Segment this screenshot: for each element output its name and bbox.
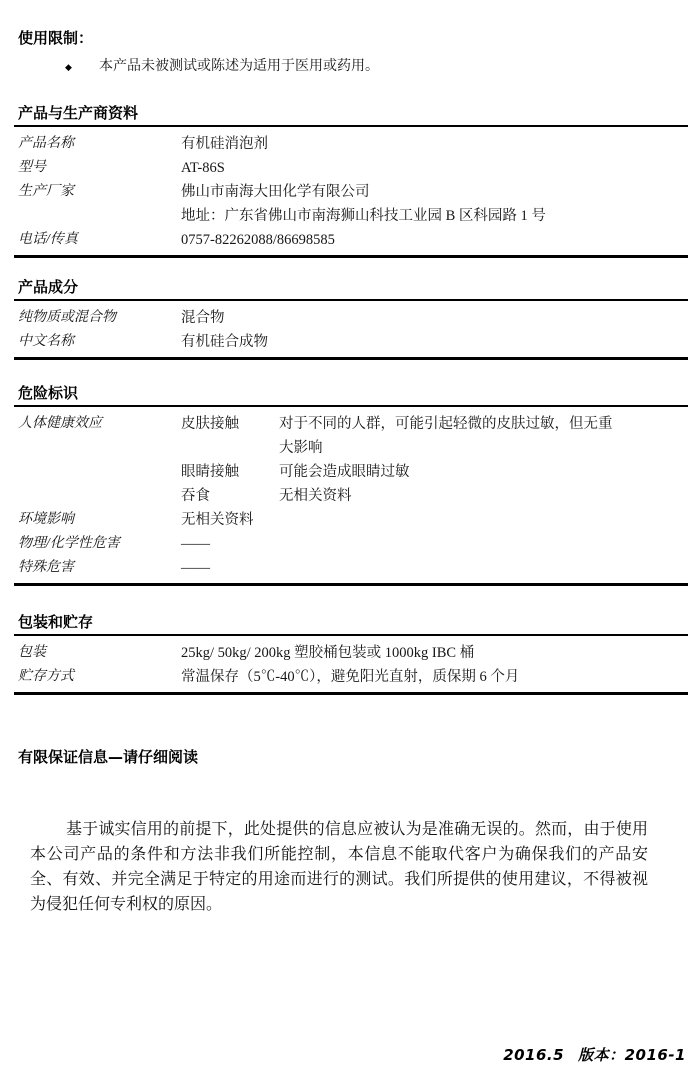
table-row <box>18 228 688 252</box>
row-value <box>279 532 637 556</box>
table-row <box>18 330 688 354</box>
row-subcategory: 吞食 <box>181 488 210 504</box>
table-row <box>18 665 688 689</box>
row-label: 贮存方式 <box>18 669 74 684</box>
table-row <box>18 556 688 580</box>
product-info-table <box>14 127 688 258</box>
row-label: 纯物质或混合物 <box>18 310 116 325</box>
row-value: 0757-82262088/86698585 <box>181 232 335 248</box>
product-info-heading: 产品与生产商资料 <box>14 104 688 127</box>
row-label: 中文名称 <box>18 334 74 349</box>
table-row <box>18 180 688 204</box>
row-value: 有机硅合成物 <box>181 334 268 350</box>
table-row <box>18 204 688 228</box>
usage-restriction-item <box>14 57 688 77</box>
row-value <box>279 508 637 532</box>
hazard-heading: 危险标识 <box>14 384 688 407</box>
footer-version-label: 版本：2016-1 <box>578 1046 686 1064</box>
row-label: 生产厂家 <box>18 184 74 199</box>
packaging-table <box>14 636 688 695</box>
row-label: 特殊危害 <box>18 560 74 575</box>
row-value: AT-86S <box>181 160 225 176</box>
row-label: 人体健康效应 <box>18 416 102 431</box>
warranty-paragraph: 基于诚实信用的前提下，此处提供的信息应被认为是准确无误的。然而，由于使用本公司产品的条件和方法非我们所能控制，本信息不能取代客户为确保我们的产品安全、有效、并完全满足于特定的用途而进行的测试。我们所提供的使用建议，不得被视为侵犯任何专利权的原因。 <box>30 821 648 913</box>
row-value: 可能会造成眼睛过敏 <box>279 464 410 480</box>
section-composition <box>14 278 688 360</box>
composition-heading: 产品成分 <box>14 278 688 301</box>
row-value <box>279 556 637 580</box>
hazard-table <box>14 407 688 586</box>
row-value: 地址：广东省佛山市南海狮山科技工业园 B 区科园路 1 号 <box>181 208 546 224</box>
row-label: 包装 <box>18 645 46 660</box>
row-label <box>18 460 181 484</box>
row-label: 环境影响 <box>18 512 74 527</box>
row-subcategory: 无相关资料 <box>181 512 254 528</box>
row-value: 对于不同的人群，可能引起轻微的皮肤过敏，但无重大影响 <box>279 416 613 456</box>
row-subcategory: 皮肤接触 <box>181 416 239 432</box>
row-subcategory: —— <box>181 560 210 576</box>
diamond-bullet-icon: ◆ <box>65 62 72 72</box>
row-value: 有机硅消泡剂 <box>181 136 268 152</box>
table-row <box>18 484 688 508</box>
row-value: 25kg/ 50kg/ 200kg 塑胶桶包装或 1000kg IBC 桶 <box>181 645 475 661</box>
row-label: 产品名称 <box>18 136 74 151</box>
row-label <box>18 484 181 508</box>
section-packaging-storage <box>14 613 688 695</box>
table-row <box>18 508 688 532</box>
row-value: 混合物 <box>181 310 225 326</box>
row-value: 常温保存（5℃-40℃），避免阳光直射，质保期 6 个月 <box>181 669 520 685</box>
usage-restriction-heading: 使用限制： <box>18 29 94 47</box>
packaging-heading: 包装和贮存 <box>14 613 688 636</box>
table-row <box>18 641 688 665</box>
section-product-info <box>14 104 688 258</box>
composition-table <box>14 301 688 360</box>
table-row <box>18 532 688 556</box>
usage-restriction-text: 本产品未被测试或陈述为适用于医用或药用。 <box>99 59 379 74</box>
row-label: 型号 <box>18 160 46 175</box>
row-value: 无相关资料 <box>279 488 352 504</box>
table-row <box>18 306 688 330</box>
section-hazard <box>14 384 688 586</box>
row-label: 电话/传真 <box>18 232 78 247</box>
footer-version <box>503 1044 686 1065</box>
row-subcategory: 眼睛接触 <box>181 464 239 480</box>
warranty-heading: 有限保证信息—请仔细阅读 <box>18 748 199 766</box>
row-value: 佛山市南海大田化学有限公司 <box>181 184 370 200</box>
row-label: 物理/化学性危害 <box>18 536 120 551</box>
table-row <box>18 412 688 460</box>
row-subcategory: —— <box>181 536 210 552</box>
row-label <box>18 204 181 228</box>
footer-date: 2016.5 <box>503 1046 565 1064</box>
table-row <box>18 132 688 156</box>
table-row <box>18 156 688 180</box>
table-row <box>18 460 688 484</box>
